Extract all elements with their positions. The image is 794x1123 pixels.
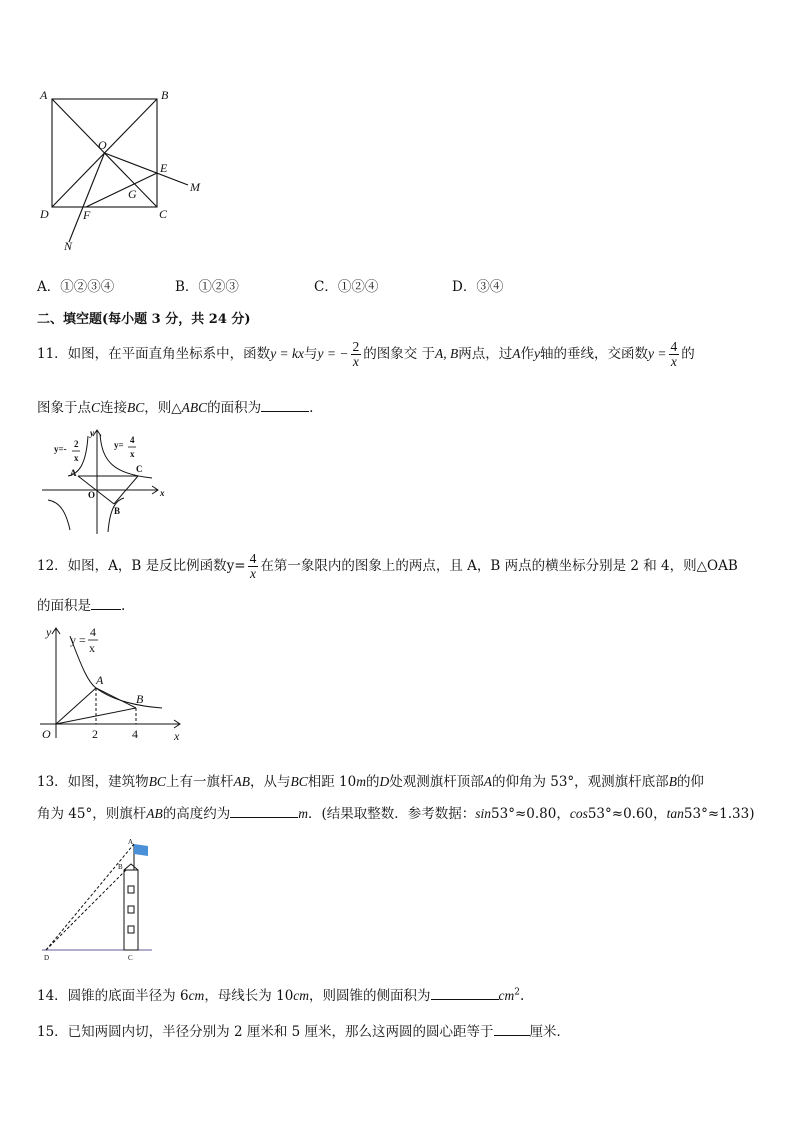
fig11-left-den: x bbox=[74, 453, 79, 463]
fig13-flag bbox=[134, 844, 148, 856]
fig11-curve-right-up bbox=[100, 434, 152, 478]
fig11-right-den: x bbox=[130, 449, 135, 459]
line-on bbox=[69, 153, 105, 242]
q12-answer-blank[interactable] bbox=[91, 608, 121, 610]
fig11-label-c: C bbox=[136, 464, 143, 474]
fig13-label-a: A bbox=[128, 838, 134, 846]
section-title: 二、填空题(每小题 3 分，共 24 分) bbox=[37, 312, 251, 327]
fig12-label-o: O bbox=[42, 727, 51, 741]
q12-line2: 的面积是 . bbox=[37, 598, 126, 614]
label-b: B bbox=[161, 88, 169, 102]
fig11-label-b: B bbox=[114, 506, 121, 516]
option-a: A．①②③④ bbox=[37, 279, 115, 295]
label-a: A bbox=[40, 88, 48, 102]
fig12-ab bbox=[96, 688, 136, 708]
label-e: E bbox=[160, 161, 168, 175]
option-d: D．③④ bbox=[452, 279, 504, 295]
fig11-left-num: 2 bbox=[74, 439, 79, 449]
fig12-x-label: x bbox=[174, 729, 180, 743]
segment-fe bbox=[86, 173, 157, 207]
q11-line1: 11．如图，在平面直角坐标系中，函数y = kx与y = − $\frac{2}{x}$ 的图象交 于A, B两点，过A作y轴的垂线，交函数y = $\frac{4}{x}$ 的 bbox=[37, 339, 695, 369]
fig13-sight-a bbox=[46, 844, 134, 950]
label-n: N bbox=[64, 239, 73, 253]
fig12-fn-num: 4 bbox=[90, 625, 96, 639]
label-f: F bbox=[83, 208, 91, 222]
q14-line: 14．圆锥的底面半径为 6cm，母线长为 10cm，则圆锥的侧面积为 $cm^2$. bbox=[37, 987, 525, 1004]
q15-line: 15．已知两圆内切，半径分别为 2 厘米和 5 厘米，那么这两圆的圆心距等于 厘米． bbox=[37, 1024, 571, 1040]
fig11-label-a: A bbox=[70, 468, 77, 478]
fig11-graph bbox=[40, 426, 170, 538]
frac-4-over-x: $\frac{4}{x}$ bbox=[670, 339, 678, 369]
fig11-y-label: y bbox=[90, 428, 94, 438]
q12-line1: 12．如图，A，B 是反比例函数y= $\frac{4}{x}$ 在第一象限内的图象上的两点，且 A，B 两点的横坐标分别是 2 和 4，则△OAB bbox=[37, 551, 738, 581]
q13-line2: 角为 45°，则旗杆AB的高度约为 m．(结果取整数．参考数据：sin53°≈0.80，cos53°≈0.60，tan53°≈1.33) bbox=[37, 806, 755, 822]
fig11-curve-right-down bbox=[48, 500, 70, 530]
fig12-oa bbox=[56, 688, 96, 724]
fig13-label-d: D bbox=[44, 954, 50, 962]
fig12-tick-4: 4 bbox=[132, 727, 138, 741]
q12-frac: $\frac{4}{x}$ bbox=[249, 551, 257, 581]
q14-answer-blank[interactable] bbox=[431, 998, 499, 1000]
frac-2-over-x: $\frac{2}{x}$ bbox=[352, 339, 360, 369]
fig13-label-b: B bbox=[118, 863, 123, 871]
label-c: C bbox=[159, 207, 168, 221]
label-m: M bbox=[190, 180, 200, 194]
fig11-left-label: y=- bbox=[54, 444, 67, 454]
fig11-right-label: y= bbox=[114, 440, 124, 450]
fig12-label-b: B bbox=[136, 692, 144, 706]
label-o: O bbox=[98, 138, 107, 152]
label-d: D bbox=[40, 207, 49, 221]
fig11-right-num: 4 bbox=[130, 435, 135, 445]
q11-line2: 图象于点C连接BC，则△ABC的面积为 . bbox=[37, 400, 314, 416]
fig13-building bbox=[38, 836, 158, 966]
fig12-fn-label: y = bbox=[70, 633, 86, 647]
fig12-label-a: A bbox=[96, 673, 104, 687]
fig13-sight-b bbox=[46, 870, 126, 950]
fig11-x-label: x bbox=[160, 488, 165, 498]
fig12-fn-den: x bbox=[89, 641, 95, 655]
square-figure bbox=[36, 84, 216, 254]
q11-answer-blank[interactable] bbox=[261, 410, 309, 412]
fig12-y-label: y bbox=[46, 625, 52, 639]
option-c: C．①②④ bbox=[314, 279, 379, 295]
q13-line1: 13．如图，建筑物BC上有一旗杆AB，从与BC相距 10m的D处观测旗杆顶部A的仰角为 53°，观测旗杆底部B的仰 bbox=[37, 774, 704, 790]
option-b: B．①②③ bbox=[175, 279, 239, 295]
q13-answer-blank[interactable] bbox=[230, 816, 298, 818]
fig13-label-c: C bbox=[128, 954, 133, 962]
line-om bbox=[105, 153, 189, 185]
label-g: G bbox=[128, 187, 137, 201]
fig13-building-body bbox=[124, 870, 138, 950]
fig12-graph bbox=[36, 620, 186, 748]
fig12-tick-2: 2 bbox=[92, 727, 98, 741]
q15-answer-blank[interactable] bbox=[494, 1034, 530, 1036]
fig11-label-o: O bbox=[88, 490, 96, 500]
